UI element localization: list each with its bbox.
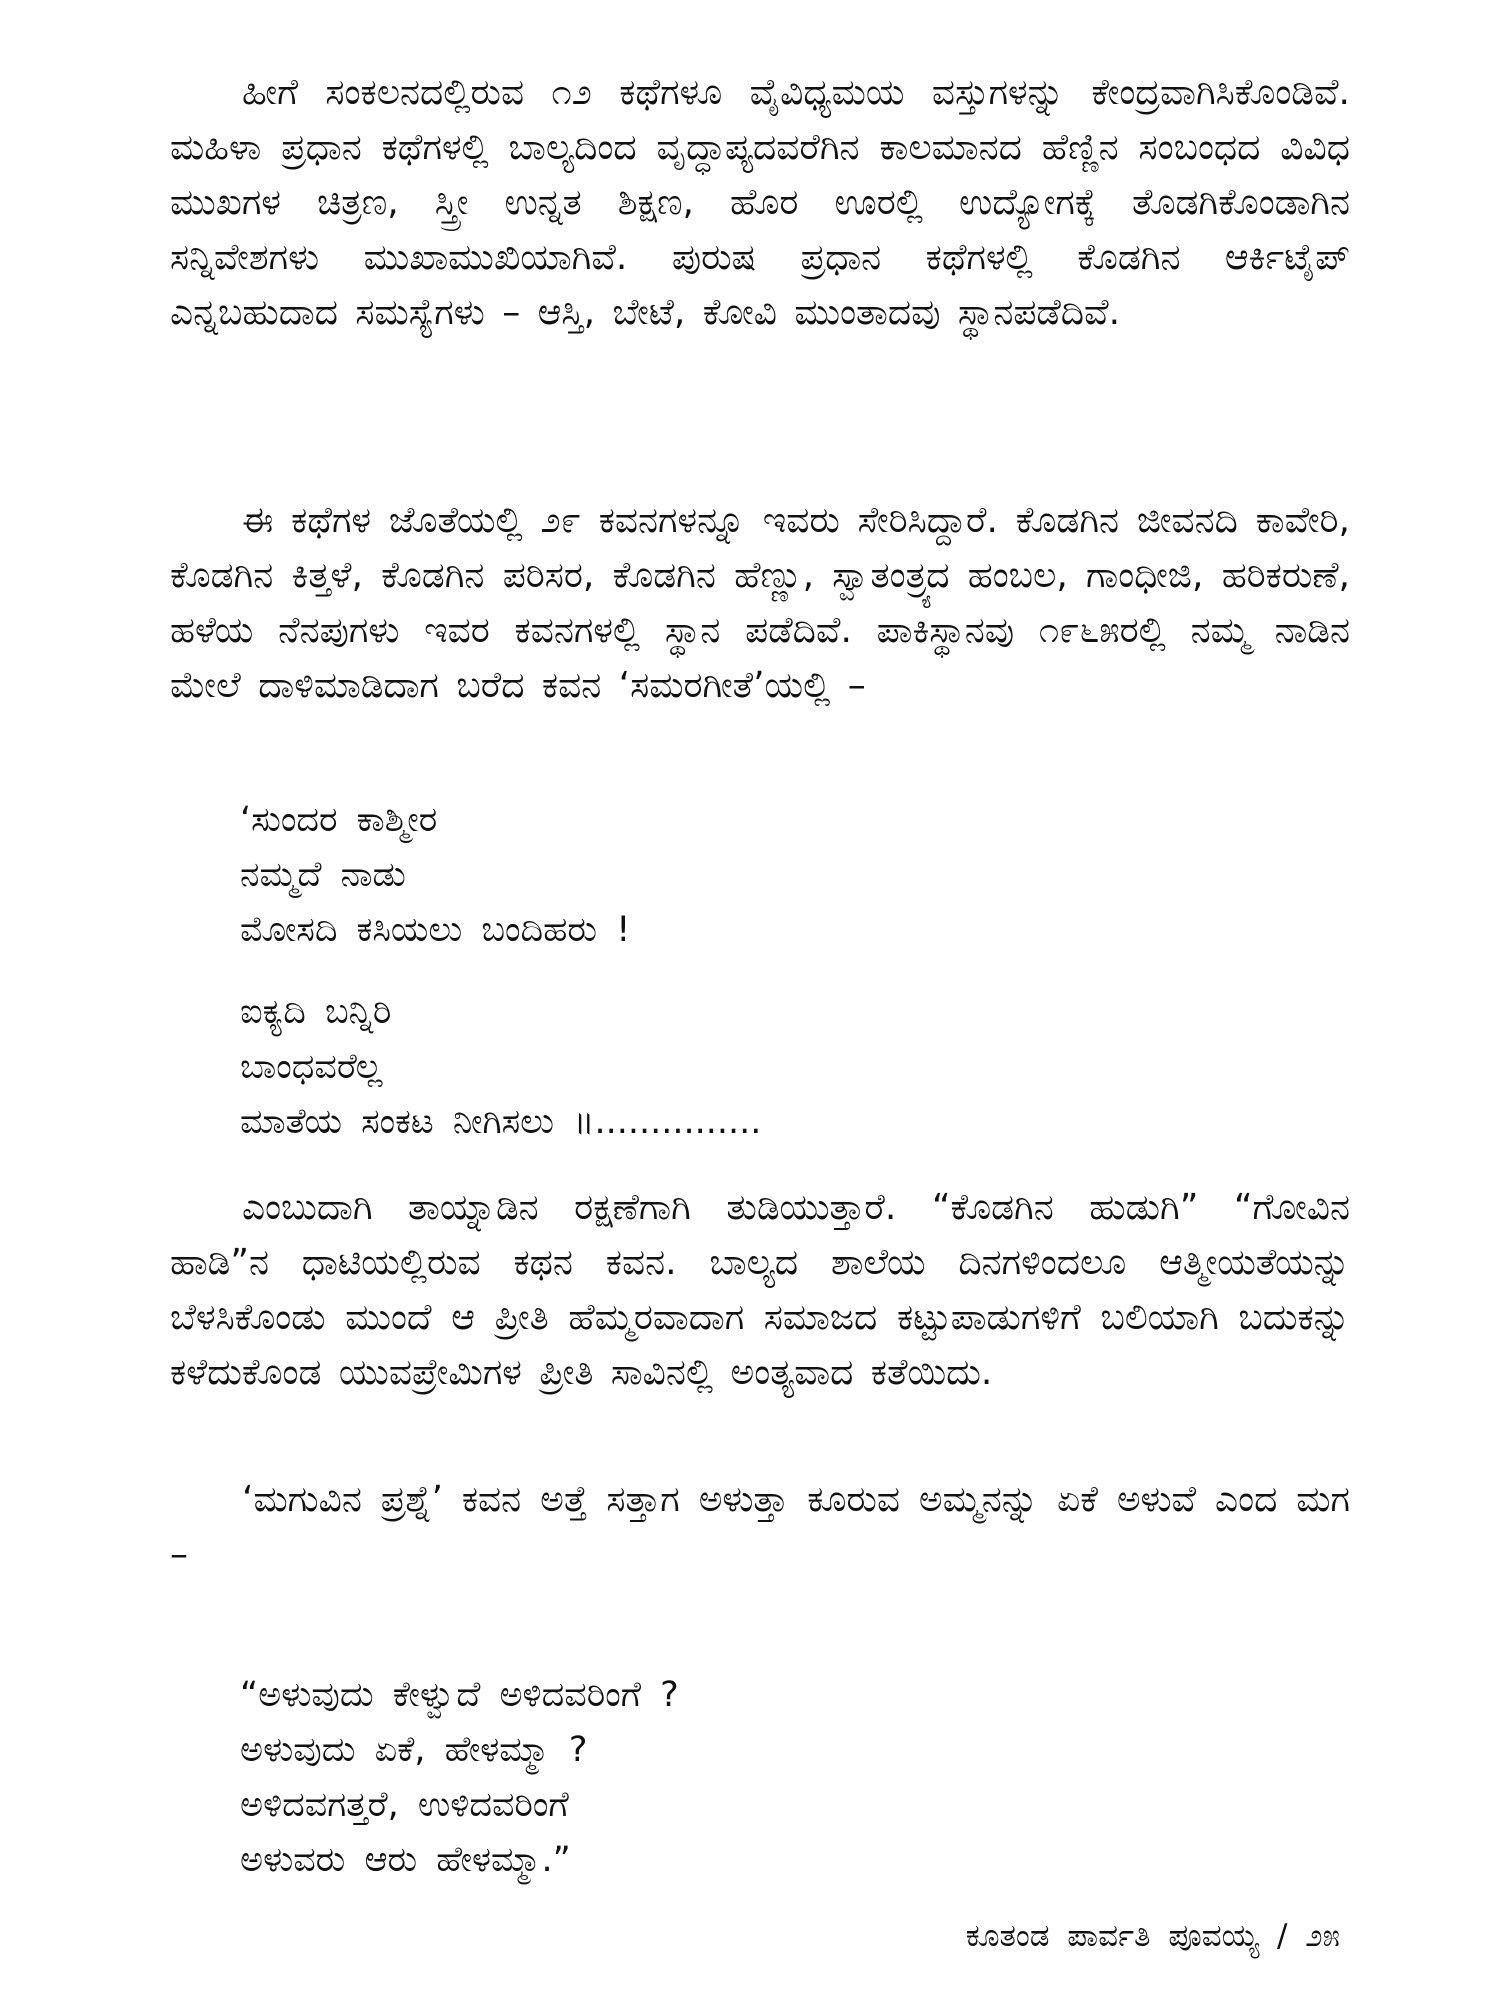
running-footer: ಕೂತಂಡ ಪಾರ್ವತಿ ಪೂವಯ್ಯ / ೨೫ bbox=[965, 1918, 1340, 1954]
poem-stanza bbox=[240, 1668, 1140, 1888]
poem-line: ನಮ್ಮದೆ ನಾಡು bbox=[240, 855, 406, 895]
body-paragraph: ಎಂಬುದಾಗಿ ತಾಯ್ನಾಡಿನ ರಕ್ಷಣೆಗಾಗಿ ತುಡಿಯುತ್ತಾರೆ. “ಕೊಡಗಿನ ಹುಡುಗಿ” “ಗೋವಿನ ಹಾಡಿ”ನ ಧಾಟಿಯಲ್ಲಿರುವ ಕಥನ ಕವನ. ಬಾಲ್ಯದ ಶಾಲೆಯ ದಿನಗಳಿಂದಲೂ ಆತ್ಮೀಯತೆಯನ್ನು ಬೆಳಸಿಕೊಂಡು ಮುಂದೆ ಆ ಪ್ರೀತಿ ಹೆಮ್ಮರವಾದಾಗ ಸಮಾಜದ ಕಟ್ಟುಪಾಡುಗಳಿಗೆ ಬಲಿಯಾಗಿ ಬದುಕನ್ನು ಕಳೆದುಕೊಂಡ ಯುವಪ್ರೇಮಿಗಳ ಪ್ರೀತಿ ಸಾವಿನಲ್ಲಿ ಅಂತ್ಯವಾದ ಕತೆಯಿದು. bbox=[170, 1187, 1350, 1393]
body-paragraph: ‘ಮಗುವಿನ ಪ್ರಶ್ನೆ’ ಕವನ ಅತ್ತೆ ಸತ್ತಾಗ ಅಳುತ್ತಾ ಕೂರುವ ಅಮ್ಮನನ್ನು ಏಕೆ ಅಳುವೆ ಎಂದ ಮಗ – bbox=[170, 1479, 1350, 1575]
poem-line: ಮಾತೆಯ ಸಂಕಟ ನೀಗಿಸಲು ॥............... bbox=[240, 1102, 762, 1142]
poem-stanza bbox=[240, 793, 1140, 958]
body-paragraph: ಈ ಕಥೆಗಳ ಜೊತೆಯಲ್ಲಿ ೨೯ ಕವನಗಳನ್ನೂ ಇವರು ಸೇರಿಸಿದ್ದಾರೆ. ಕೊಡಗಿನ ಜೀವನದಿ ಕಾವೇರಿ, ಕೊಡಗಿನ ಕಿತ್ತಳೆ, ಕೊಡಗಿನ ಪರಿಸರ, ಕೊಡಗಿನ ಹೆಣ್ಣು, ಸ್ವಾತಂತ್ರ್ಯದ ಹಂಬಲ, ಗಾಂಧೀಜಿ, ಹರಿಕರುಣೆ, ಹಳೆಯ ನೆನಪುಗಳು ಇವರ ಕವನಗಳಲ್ಲಿ ಸ್ಥಾನ ಪಡೆದಿವೆ. ಪಾಕಿಸ್ಥಾನವು ೧೯೬೫ರಲ್ಲಿ ನಮ್ಮ ನಾಡಿನ ಮೇಲೆ ದಾಳಿಮಾಡಿದಾಗ ಬರೆದ ಕವನ ‘ಸಮರಗೀತೆ’ಯಲ್ಲಿ – bbox=[170, 500, 1350, 706]
poem-stanza bbox=[240, 985, 1140, 1150]
poem-line: “ಅಳುವುದು ಕೇಳ್ವುದೆ ಅಳಿದವರಿಂಗೆ ? bbox=[240, 1675, 679, 1715]
poem-line: ಮೋಸದಿ ಕಸಿಯಲು ಬಂದಿಹರು ! bbox=[240, 910, 631, 950]
poem-line: ಬಾಂಧವರೆಲ್ಲ bbox=[240, 1047, 383, 1087]
poem-line: ಅಳಿದವಗತ್ತರೆ, ಉಳಿದವರಿಂಗೆ bbox=[240, 1785, 569, 1825]
poem-line: ಐಕ್ಯದಿ ಬನ್ನಿರಿ bbox=[240, 992, 392, 1032]
body-paragraph: ಹೀಗೆ ಸಂಕಲನದಲ್ಲಿರುವ ೧೨ ಕಥೆಗಳೂ ವೈವಿಧ್ಯಮಯ ವಸ್ತುಗಳನ್ನು ಕೇಂದ್ರವಾಗಿಸಿಕೊಂಡಿವೆ. ಮಹಿಳಾ ಪ್ರಧಾನ ಕಥೆಗಳಲ್ಲಿ ಬಾಲ್ಯದಿಂದ ವೃದ್ಧಾಪ್ಯದವರೆಗಿನ ಕಾಲಮಾನದ ಹೆಣ್ಣಿನ ಸಂಬಂಧದ ವಿವಿಧ ಮುಖಗಳ ಚಿತ್ರಣ, ಸ್ತ್ರೀ ಉನ್ನತ ಶಿಕ್ಷಣ, ಹೊರ ಊರಲ್ಲಿ ಉದ್ಯೋಗಕ್ಕೆ ತೊಡಗಿಕೊಂಡಾಗಿನ ಸನ್ನಿವೇಶಗಳು ಮುಖಾಮುಖಿಯಾಗಿವೆ. ಪುರುಷ ಪ್ರಧಾನ ಕಥೆಗಳಲ್ಲಿ ಕೊಡಗಿನ ಆರ್ಕಿಟೈಪ್ ಎನ್ನಬಹುದಾದ ಸಮಸ್ಯೆಗಳು – ಆಸ್ತಿ, ಬೇಟೆ, ಕೋವಿ ಮುಂತಾದವು ಸ್ಥಾನಪಡೆದಿವೆ. bbox=[170, 72, 1350, 333]
poem-line: ಅಳುವುದು ಏಕೆ, ಹೇಳಮ್ಮಾ ? bbox=[240, 1730, 588, 1770]
poem-line: ಅಳುವರು ಆರು ಹೇಳಮ್ಮಾ.” bbox=[240, 1840, 571, 1880]
poem-line: ‘ಸುಂದರ ಕಾಶ್ಮೀರ bbox=[240, 800, 438, 840]
